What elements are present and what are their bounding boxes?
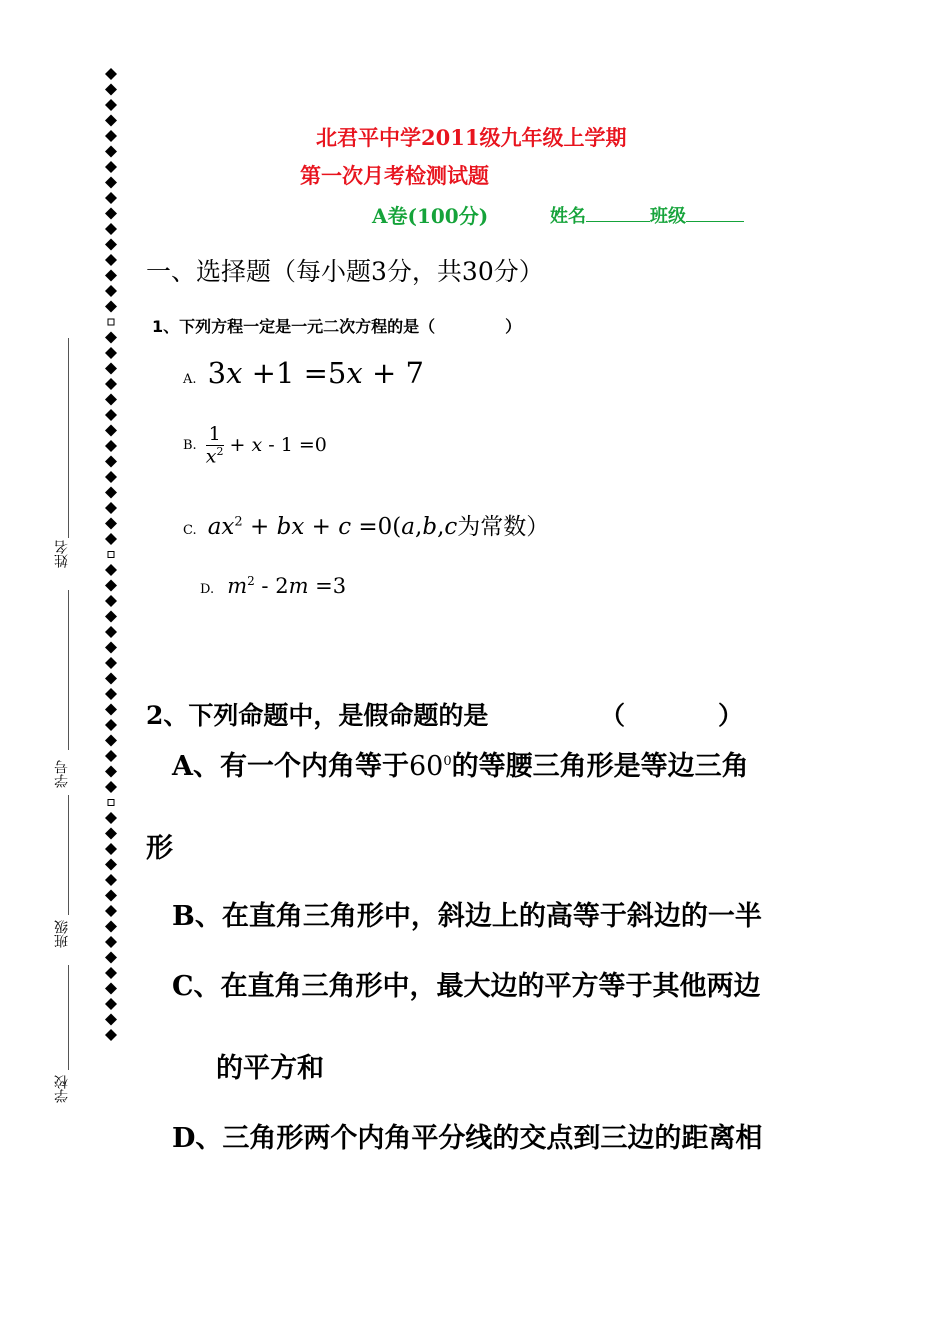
binding-diamond [105, 378, 117, 390]
q1-stem: 1、下列方程一定是一元二次方程的是（ [152, 317, 436, 336]
binding-diamond [105, 285, 117, 297]
margin-line-school [68, 965, 69, 1070]
margin-label-name: 姓名 [54, 540, 70, 568]
q2-option-c-line2: 的平方和 [216, 1053, 324, 1084]
q2-option-a-line2: 形 [146, 833, 173, 864]
binding-diamond [105, 533, 117, 545]
q1-option-b-equation: $\frac{1}{x^2}$ + x - 1 =0 [205, 423, 327, 468]
q1-option-d [200, 574, 346, 598]
margin-line-name [68, 338, 69, 538]
binding-diamond [105, 99, 117, 111]
q1-option-d-equation: $m^2 - 2m =3$ [227, 574, 347, 598]
q2-option-a-text-post: 的等腰三角形是等边三角 [451, 751, 749, 782]
binding-diamond [105, 192, 117, 204]
q1-option-c-label: C. [183, 523, 197, 538]
q2-option-a-text-pre: A、有一个内角等于 [172, 751, 409, 782]
binding-diamond [105, 177, 117, 189]
binding-diamond [105, 270, 117, 282]
binding-diamond [105, 301, 117, 313]
binding-diamond [105, 1014, 117, 1026]
binding-diamond [105, 456, 117, 468]
binding-diamond [105, 642, 117, 654]
binding-diamond [105, 1029, 117, 1041]
q1-option-a [183, 356, 424, 390]
binding-diamond [105, 394, 117, 406]
q1-option-c-equation: $ax^2$ + bx + c =0(a,b,c [207, 514, 458, 540]
binding-diamond [105, 750, 117, 762]
binding-diamond [105, 363, 117, 375]
q1-option-c [183, 508, 549, 541]
binding-diamond [108, 319, 114, 325]
q1-option-a-label: A. [183, 372, 197, 387]
binding-diamond [105, 611, 117, 623]
q1-stem-row [152, 314, 521, 337]
binding-diamond [105, 859, 117, 871]
class-blank[interactable] [686, 203, 744, 222]
q1-option-b-label: B. [183, 438, 197, 454]
binding-diamond [105, 890, 117, 902]
binding-diamond [105, 502, 117, 514]
binding-diamond [105, 967, 117, 979]
q1-option-c-note: 为常数） [457, 514, 550, 540]
binding-diamond [105, 254, 117, 266]
name-field-label: 姓名 [550, 206, 586, 227]
binding-diamond [105, 332, 117, 344]
binding-diamond [105, 983, 117, 995]
binding-diamond [105, 719, 117, 731]
q2-option-d-line1: D、三角形两个内角平分线的交点到三边的距离相 [172, 1123, 763, 1154]
binding-diamond [105, 487, 117, 499]
binding-diamond [105, 239, 117, 251]
q2-answer-blank[interactable] [630, 700, 710, 728]
binding-diamond [105, 208, 117, 220]
binding-diamond [105, 688, 117, 700]
q2-option-c-line1: C、在直角三角形中，最大边的平方等于其他两边 [172, 971, 761, 1002]
q1-paren-close: ） [505, 317, 522, 336]
binding-diamond [105, 936, 117, 948]
name-class-fields [550, 202, 744, 228]
q2-option-b: B、在直角三角形中，斜边上的高等于斜边的一半 [172, 901, 762, 932]
binding-diamond [105, 425, 117, 437]
q2-stem: 2、下列命题中，是假命题的是 [146, 701, 489, 730]
binding-diamond [105, 595, 117, 607]
binding-diamond [105, 673, 117, 685]
binding-diamond [105, 518, 117, 530]
margin-label-school: 学校 [54, 1075, 70, 1103]
binding-diamond [105, 812, 117, 824]
binding-diamond [105, 471, 117, 483]
binding-diamond [105, 130, 117, 142]
binding-diamond-column [100, 60, 124, 1060]
binding-diamond [105, 580, 117, 592]
binding-diamond [105, 146, 117, 158]
exam-title-line1: 北君平中学2011级九年级上学期 [316, 125, 627, 150]
binding-diamond [105, 115, 117, 127]
binding-diamond [105, 828, 117, 840]
exam-title-line2: 第一次月考检测试题 [300, 163, 489, 188]
margin-line-student-number [68, 590, 69, 750]
binding-diamond [105, 68, 117, 80]
binding-diamond [105, 952, 117, 964]
binding-diamond [105, 223, 117, 235]
margin-line-class [68, 795, 69, 915]
binding-diamond [105, 564, 117, 576]
q2-option-a-line1 [172, 744, 749, 783]
binding-diamond [105, 84, 117, 96]
paper-label: A卷(100分) [372, 204, 489, 228]
q1-option-b [183, 424, 327, 467]
binding-diamond [105, 998, 117, 1010]
binding-diamond [105, 905, 117, 917]
margin-label-class: 班级 [54, 920, 70, 948]
binding-diamond [105, 921, 117, 933]
binding-diamond [105, 161, 117, 173]
q2-paren-open: （ [600, 701, 626, 730]
q1-option-d-label: D. [200, 582, 215, 597]
section1-heading: 一、选择题（每小题3分，共30分） [146, 257, 544, 286]
binding-diamond [105, 874, 117, 886]
binding-diamond [105, 657, 117, 669]
q2-option-a-degree: 60 [408, 751, 444, 782]
binding-diamond [105, 735, 117, 747]
q2-paren-close: ） [718, 701, 744, 730]
binding-diamond [108, 552, 114, 558]
q2-option-a-degree-sup: 0 [443, 754, 452, 769]
q1-option-a-equation: 3x +1 =5x + 7 [207, 356, 424, 390]
binding-diamond [105, 626, 117, 638]
binding-diamond [105, 766, 117, 778]
margin-label-student-number: 学号 [54, 760, 70, 788]
binding-diamond [105, 409, 117, 421]
binding-diamond [108, 800, 114, 806]
name-blank[interactable] [586, 203, 650, 222]
binding-diamond [105, 781, 117, 793]
binding-diamond [105, 704, 117, 716]
binding-diamond [105, 843, 117, 855]
binding-diamond [105, 440, 117, 452]
class-field-label: 班级 [650, 206, 686, 227]
binding-diamond [105, 347, 117, 359]
